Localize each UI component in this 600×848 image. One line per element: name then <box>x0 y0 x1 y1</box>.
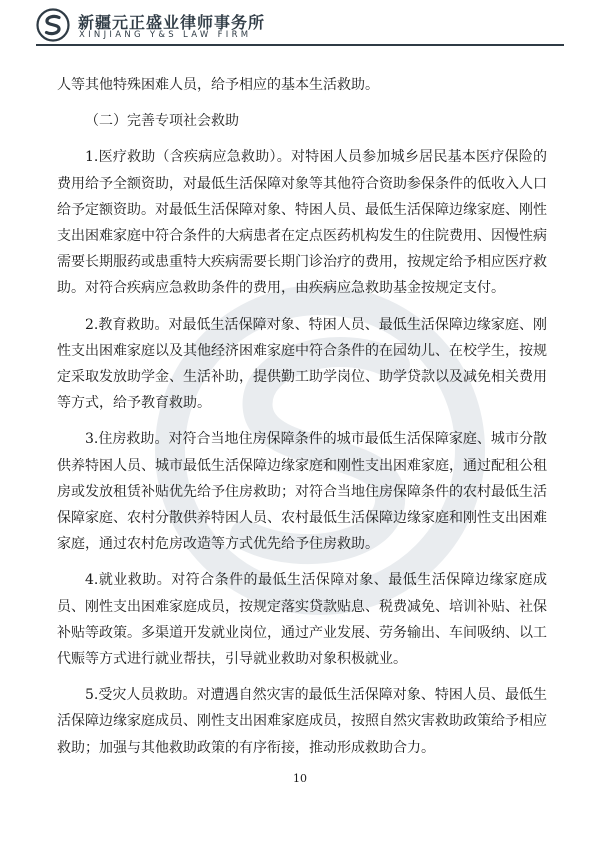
paragraph-medical-aid: 1.医疗救助（含疾病应急救助）。对特困人员参加城乡居民基本医疗保险的费用给予全额资助，对最低生活保障对象等其他符合资助参保条件的低收入人口给予定额资助。对最低生活保障对象、特困人员、最低生活保障边缘家庭、刚性支出困难家庭中符合条件的大病患者在定点医药机构发生的住院费用、因慢性病需要长期服药或患重特大疾病需要长期门诊治疗的费用，按规定给予相应医疗救助。对符合疾病应急救助条件的费用，由疾病应急救助基金按规定支付。 <box>57 149 547 297</box>
section-heading: （二）完善专项社会救助 <box>85 113 239 130</box>
paragraph-continuation: 人等其他特殊困难人员，给予相应的基本生活救助。 <box>57 77 379 93</box>
firm-name-cn: 新疆元正盛业律师事务所 <box>78 13 266 32</box>
paragraph-housing-aid: 3.住房救助。对符合当地住房保障条件的城市最低生活保障家庭、城市分散供养特困人员、城市最低生活保障边缘家庭和刚性支出困难家庭，通过配租公租房或发放租赁补贴优先给予住房救助；对符合当地住房保障条件的农村最低生活保障家庭、农村分散供养特困人员、农村最低生活保障边缘家庭和刚性支出困难家庭，通过农村危房改造等方式优先给予住房救助。 <box>57 431 547 553</box>
page-number: 10 <box>293 772 307 785</box>
firm-name-en: XINJIANG Y&S LAW FIRM <box>79 30 252 40</box>
paragraph-education-aid: 2.教育救助。对最低生活保障对象、特困人员、最低生活保障边缘家庭、刚性支出困难家庭以及其他经济困难家庭中符合条件的在园幼儿、在校学生，按规定采取发放助学金、生活补助，提供勤工助学岗位、助学贷款以及减免相关费用等方式，给予教育救助。 <box>57 316 547 412</box>
page-header <box>36 8 564 42</box>
paragraph-employment-aid: 4.就业救助。对符合条件的最低生活保障对象、最低生活保障边缘家庭成员、刚性支出困难家庭成员，按规定落实贷款贴息、税费减免、培训补贴、社保补贴等政策。多渠道开发就业岗位，通过产业发展、劳务输出、车间吸纳、以工代赈等方式进行就业帮扶，引导就业救助对象积极就业。 <box>57 572 547 668</box>
firm-logo-icon <box>36 8 70 42</box>
header-divider <box>36 44 564 46</box>
paragraph-disaster-aid: 5.受灾人员救助。对遭遇自然灾害的最低生活保障对象、特困人员、最低生活保障边缘家庭成员、刚性支出困难家庭成员，按照自然灾害救助政策给予相应救助；加强与其他救助政策的有序衔接，推动形成救助合力。 <box>57 687 547 756</box>
document-body <box>57 72 547 761</box>
